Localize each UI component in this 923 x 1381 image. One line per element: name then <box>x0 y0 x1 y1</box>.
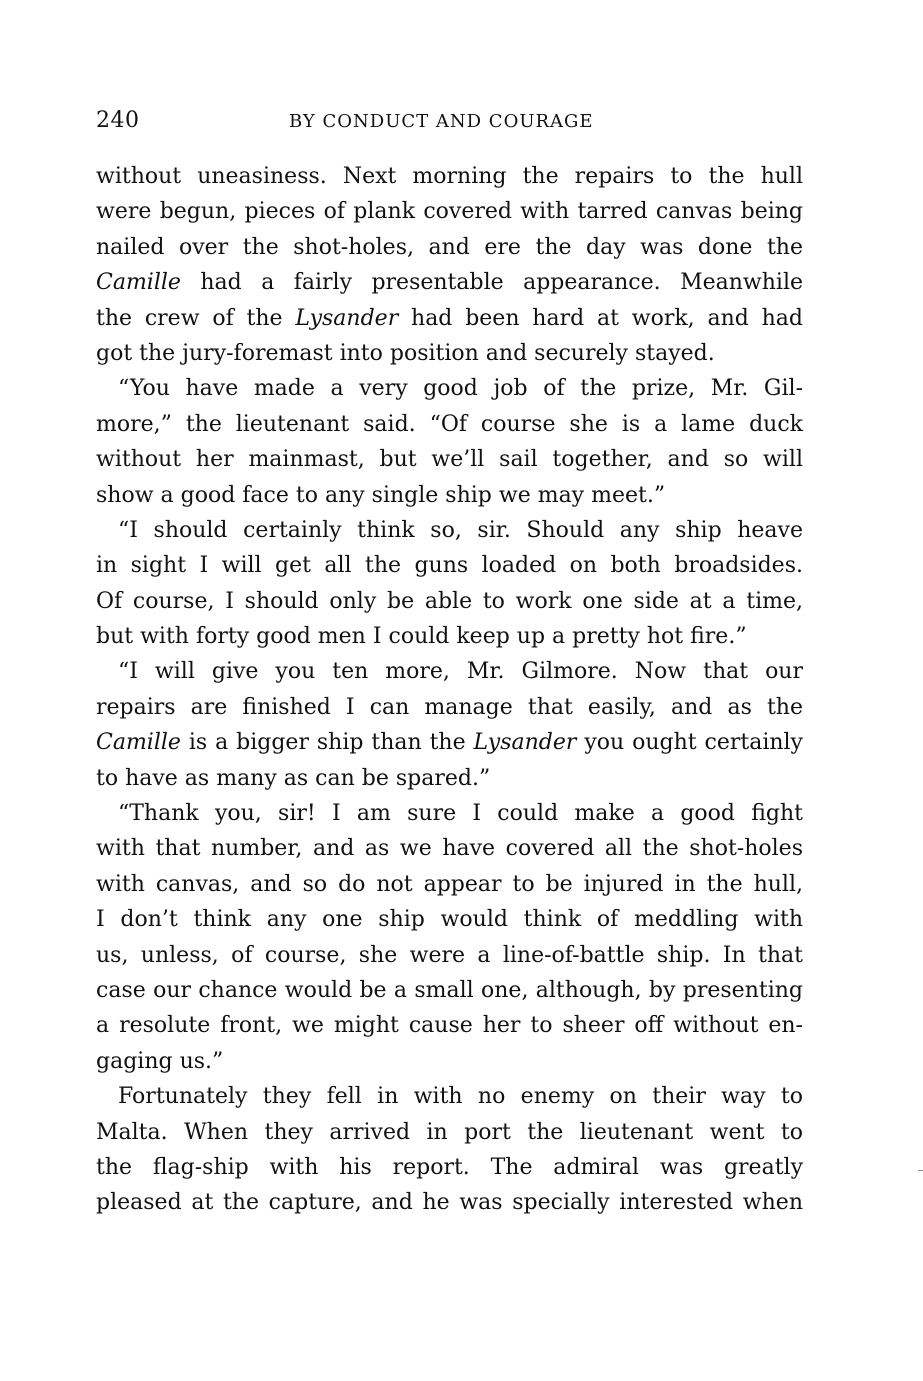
text-line: pleased at the capture, and he was specially interested when <box>96 1190 803 1216</box>
margin-mark <box>918 1170 923 1171</box>
text-line: repairs are finished I can manage that easily, and as the <box>96 694 803 720</box>
text-line: gaging us.” <box>96 1048 224 1074</box>
text-line: Camille is a bigger ship than the Lysander you ought certainly <box>96 730 803 756</box>
text-line: without uneasiness. Next morning the repairs to the hull <box>96 164 803 189</box>
text-line: to have as many as can be spared.” <box>96 765 491 791</box>
running-title: BY CONDUCT AND COURAGE <box>289 111 594 132</box>
text-line: “Thank you, sir! I am sure I could make a good fight <box>118 801 803 827</box>
text-line: a resolute front, we might cause her to sheer off without en- <box>96 1013 803 1039</box>
text-line: with that number, and as we have covered all the shot-holes <box>96 836 803 862</box>
text-line: “You have made a very good job of the prize, Mr. Gil- <box>118 376 803 402</box>
text-line: Of course, I should only be able to work one side at a time, <box>96 588 803 614</box>
body-text <box>96 159 803 1221</box>
text-line: were begun, pieces of plank covered with tarred canvas being <box>96 199 803 225</box>
text-line: “I should certainly think so, sir. Should any ship heave <box>118 517 803 543</box>
text-line: more,” the lieutenant said. “Of course she is a lame duck <box>96 411 803 437</box>
text-line: with canvas, and so do not appear to be injured in the hull, <box>96 871 803 897</box>
page-number: 240 <box>96 108 140 133</box>
text-line: without her mainmast, but we’ll sail together, and so will <box>96 447 803 473</box>
text-line: the crew of the Lysander had been hard at work, and had <box>96 305 804 331</box>
text-line: nailed over the shot-holes, and ere the day was done the <box>96 234 803 260</box>
text-line: I don’t think any one ship would think of meddling with <box>96 907 803 933</box>
text-line: show a good face to any single ship we may meet.” <box>96 482 666 508</box>
text-line: Camille had a fairly presentable appearance. Meanwhile <box>96 270 803 296</box>
text-line: case our chance would be a small one, although, by presenting <box>96 977 803 1003</box>
text-line: Fortunately they fell in with no enemy on their way to <box>118 1084 803 1110</box>
text-line: got the jury-foremast into position and securely stayed. <box>96 340 715 366</box>
text-line: Malta. When they arrived in port the lieutenant went to <box>96 1119 803 1145</box>
text-line: “I will give you ten more, Mr. Gilmore. Now that our <box>118 659 803 685</box>
page-header <box>96 108 803 148</box>
text-line: but with forty good men I could keep up a pretty hot fire.” <box>96 624 747 650</box>
text-line: us, unless, of course, she were a line-of-battle ship. In that <box>96 942 803 968</box>
text-line: in sight I will get all the guns loaded on both broadsides. <box>96 553 803 579</box>
text-line: the flag-ship with his report. The admiral was greatly <box>96 1154 803 1180</box>
